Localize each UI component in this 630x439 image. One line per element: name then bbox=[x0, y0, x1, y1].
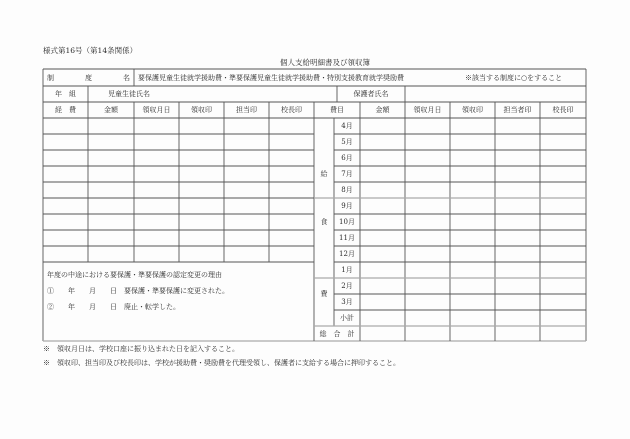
month-jun: 6月 bbox=[341, 154, 353, 162]
change-reason-line-2: ② 年 月 日 廃止・転学した。 bbox=[47, 303, 180, 311]
document-title: 個人支給明細書及び領収簿 bbox=[280, 58, 370, 67]
change-reason-line-1: ① 年 月 日 要保護・準要保護に変更された。 bbox=[47, 287, 229, 295]
system-label-char-2: 度 bbox=[85, 73, 92, 82]
grade-class-label: 年 組 bbox=[55, 90, 76, 98]
guardian-name-field[interactable] bbox=[405, 86, 586, 102]
header-receipt-seal: 領収印 bbox=[191, 106, 212, 114]
month-apr: 4月 bbox=[341, 122, 353, 130]
header-right-amount: 金額 bbox=[375, 106, 390, 114]
system-label-char-3: 名 bbox=[123, 73, 130, 82]
lunch-label-char-2: 食 bbox=[320, 218, 328, 226]
header-staff-seal: 担当印 bbox=[236, 106, 257, 114]
month-mar: 3月 bbox=[341, 298, 353, 306]
student-name-field[interactable] bbox=[178, 86, 337, 102]
system-name-value[interactable]: 要保護児童生徒就学援助費・準要保護児童生徒就学援助費・特別支援教育就学奨励費 bbox=[138, 73, 404, 82]
student-name-label: 児童生徒氏名 bbox=[108, 90, 150, 98]
note-receipt-date: ※ 領収月日は、学校口座に振り込まれた日を記入すること。 bbox=[43, 345, 239, 353]
month-nov: 11月 bbox=[339, 234, 355, 242]
header-expense: 経 費 bbox=[55, 106, 76, 114]
header-right-receipt-date: 領収月日 bbox=[413, 106, 442, 114]
month-aug: 8月 bbox=[341, 186, 353, 194]
system-name-label bbox=[43, 69, 134, 86]
header-principal-seal: 校長印 bbox=[281, 106, 302, 114]
header-receipt-date: 領収月日 bbox=[142, 106, 171, 114]
header-right-receipt-seal: 領収印 bbox=[462, 106, 483, 114]
month-may: 5月 bbox=[341, 138, 353, 146]
lunch-label-char-3: 費 bbox=[320, 290, 328, 298]
header-category: 費目 bbox=[330, 106, 344, 114]
lunch-label-char-1: 給 bbox=[320, 170, 328, 178]
form-number-label: 様式第16号（第14条関係） bbox=[43, 46, 138, 55]
header-right-principal-seal: 校長印 bbox=[552, 106, 574, 114]
header-right-staff-seal: 担当者印 bbox=[503, 106, 532, 114]
change-reason-title: 年度の中途における要保護・準要保護の認定変更の理由 bbox=[47, 271, 222, 279]
subtotal-label: 小計 bbox=[340, 314, 354, 322]
grand-total-label: 総 合 計 bbox=[319, 329, 355, 338]
month-oct: 10月 bbox=[339, 218, 355, 226]
month-sep: 9月 bbox=[341, 202, 353, 210]
header-amount: 金額 bbox=[104, 106, 118, 114]
system-name-note: ※該当する制度に○をすること bbox=[465, 73, 563, 82]
guardian-name-label: 保護者氏名 bbox=[353, 90, 389, 98]
month-jul: 7月 bbox=[341, 170, 353, 178]
system-label-char-1: 制 bbox=[47, 73, 54, 82]
month-jan: 1月 bbox=[341, 266, 353, 274]
month-dec: 12月 bbox=[339, 250, 355, 258]
month-feb: 2月 bbox=[341, 282, 353, 290]
note-seals: ※ 領収印、担当印及び校長印は、学校が援助費・奨励費を代理受領し、保護者に支給する場合に押印すること。 bbox=[43, 359, 400, 367]
